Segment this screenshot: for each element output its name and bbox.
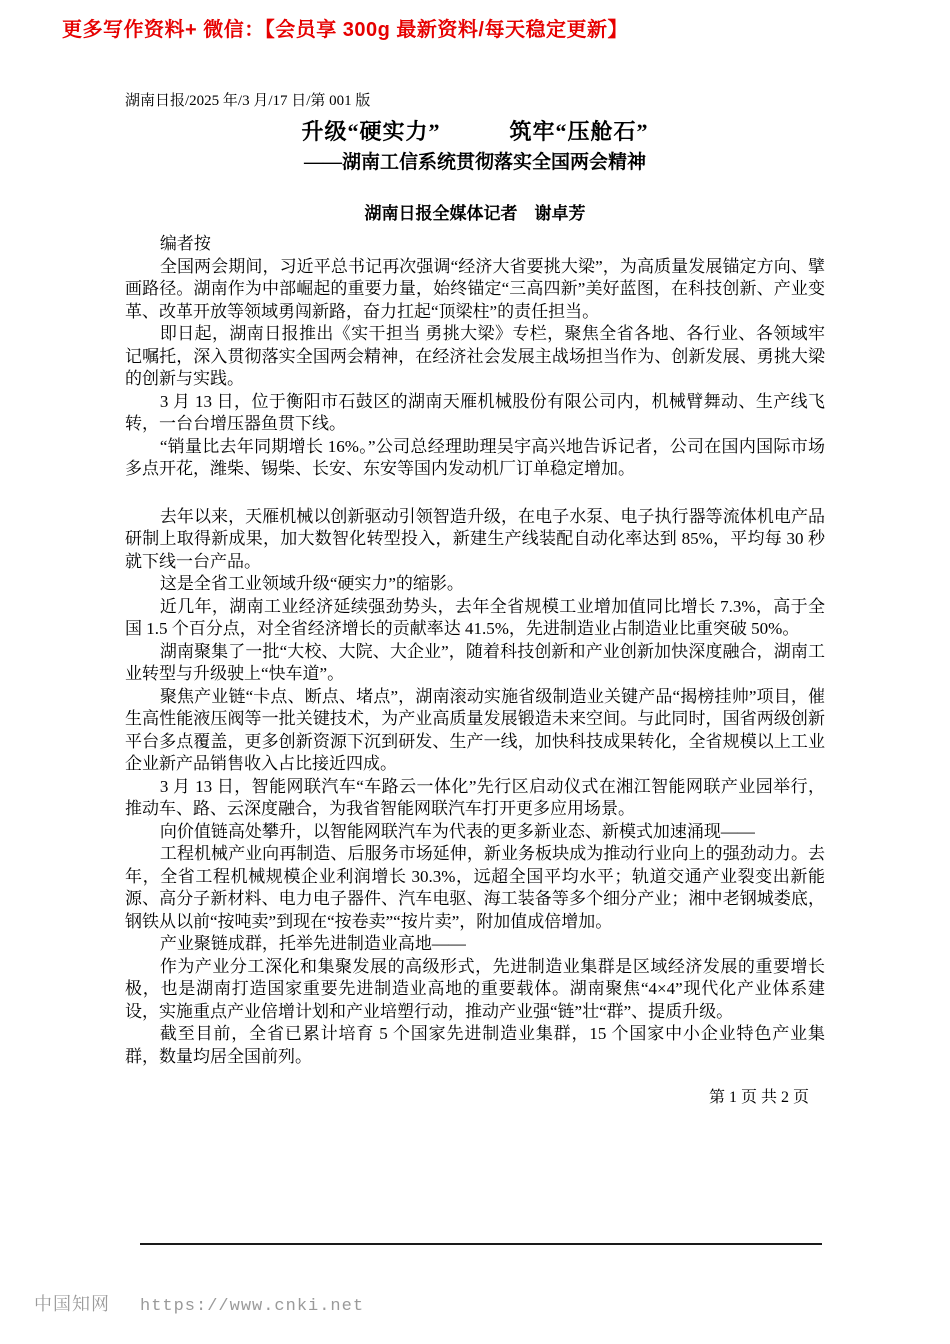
cnki-url-text: https://www.cnki.net [140,1297,365,1316]
paragraph: “销量比去年同期增长 16%。”公司总经理助理吴宇高兴地告诉记者，公司在国内国际市场多点开花，潍柴、锡柴、长安、东安等国内发动机厂订单稳定增加。 [125,436,825,478]
source-line: 湖南日报/2025 年/3 月/17 日/第 001 版 [125,93,371,109]
paragraph: 这是全省工业领域升级“硬实力”的缩影。 [159,574,464,593]
footer-divider [140,1243,822,1245]
paragraph: 工程机械产业向再制造、后服务市场延伸，新业务板块成为推动行业向上的强劲动力。去年，全省工程机械规模企业利润增长 30.3%，远超全国平均水平；轨道交通产业裂变出新能源、高分子新材料、电力电子器件、汽车电驱、海工装备等多个细分产业；湘中老钢城娄底，钢铁从以前“按吨卖”到现在“按卷卖”“按片卖”，附加值成倍增加。 [125,844,825,931]
paragraph: 3 月 13 日，位于衡阳市石鼓区的湖南天雁机械股份有限公司内，机械臂舞动、生产线飞转，一台台增压器鱼贯下线。 [125,391,825,433]
watermark [34,1290,364,1316]
paragraph: 去年以来，天雁机械以创新驱动引领智造升级，在电子水泵、电子执行器等流体机电产品研制上取得新成果，加大数智化转型投入，新建生产线装配自动化率达到 85%，平均每 30 秒就下线一台产品。 [125,506,825,571]
paragraph: 作为产业分工深化和集聚发展的高级形式，先进制造业集群是区域经济发展的重要增长极，也是湖南打造国家重要先进制造业高地的重要载体。湖南聚焦“4×4”现代化产业体系建设，实施重点产业倍增计划和产业培塑行动，推动产业强“链”壮“群”、提质升级。 [125,956,825,1021]
article-title: 升级“硬实力” 筑牢“压舱石” [301,119,649,144]
paragraph: 产业聚链成群，托举先进制造业高地—— [159,934,466,953]
article-byline: 湖南日报全媒体记者 谢卓芳 [364,204,586,223]
promo-banner-text: 更多写作资料+ 微信：【会员享 300g 最新资料/每天稳定更新】 [62,19,628,41]
paragraph: 向价值链高处攀升，以智能网联汽车为代表的更多新业态、新模式加速涌现—— [159,821,755,841]
paragraph: 3 月 13 日，智能网联汽车“车路云一体化”先行区启动仪式在湘江智能网联产业园举行，推动车、路、云深度融合，为我省智能网联汽车打开更多应用场景。 [125,776,825,818]
paragraph: 即日起，湖南日报推出《实干担当 勇挑大梁》专栏，聚焦全省各地、各行业、各领域牢记嘱托，深入贯彻落实全国两会精神，在经济社会发展主战场担当作为、创新发展、勇挑大梁的创新与实践。 [125,324,825,388]
paragraph: 截至目前，全省已累计培育 5 个国家先进制造业集群，15 个国家中小企业特色产业集群，数量均居全国前列。 [125,1024,825,1066]
article-body [125,233,825,1068]
article-subtitle: ——湖南工信系统贯彻落实全国两会精神 [303,152,646,173]
paragraph: 聚焦产业链“卡点、断点、堵点”，湖南滚动实施省级制造业关键产品“揭榜挂帅”项目，催生高性能液压阀等一批关键技术，为产业高质量发展锻造未来空间。与此同时，国省两级创新平台多点覆盖，更多创新资源下沉到研发、生产一线，加快科技成果转化，全省规模以上工业企业新产品销售收入占比接近四成。 [125,686,825,773]
paragraph: 湖南聚集了一批“大校、大院、大企业”，随着科技创新和产业创新加快深度融合，湖南工业转型与升级驶上“快车道”。 [125,641,825,683]
cnki-logo-text: 中国知网 [34,1294,110,1314]
page-number: 第 1 页 共 2 页 [708,1089,809,1106]
article [125,92,825,1107]
paragraph: 近几年，湖南工业经济延续强劲势头，去年全省规模工业增加值同比增长 7.3%，高于全国 1.5 个百分点，对全省经济增长的贡献率达 41.5%，先进制造业占制造业比重突破 50%。 [125,596,825,638]
paragraph: 编者按 [159,234,211,253]
paragraph: 全国两会期间，习近平总书记再次强调“经济大省要挑大梁”，为高质量发展锚定方向、擘画路径。湖南作为中部崛起的重要力量，始终锚定“三高四新”美好蓝图，在科技创新、产业变革、改革开放等领域勇闯新路，奋力扛起“顶梁柱”的责任担当。 [125,256,825,321]
